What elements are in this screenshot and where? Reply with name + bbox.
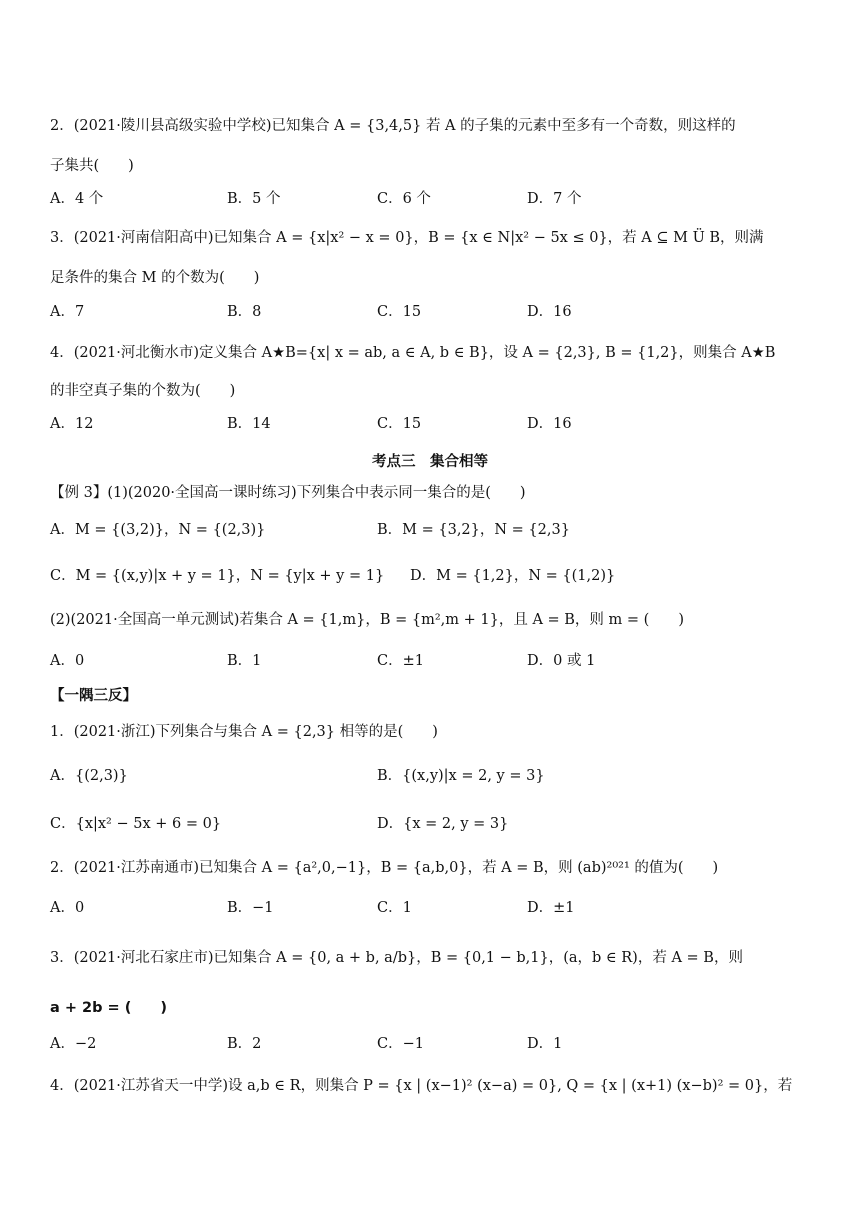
q4-stem-cont: 的非空真子集的个数为( ) [50, 383, 236, 399]
q2-option-c: C．6 个 [377, 191, 431, 207]
q3-stem: 3．(2021·河南信阳高中)已知集合 A = {x|x² − x = 0}，B = {x ∈ N|x² − 5x ≤ 0}，若 A ⊆ M Ü B，则满 [50, 230, 764, 246]
example3-part1: 【例 3】(1)(2020·全国高一课时练习)下列集合中表示同一集合的是( ) [50, 485, 526, 501]
q3-option-b: B．8 [227, 304, 262, 320]
p1-option-a: A．{(2,3)} [50, 768, 128, 784]
q2-stem: 2．(2021·陵川县高级实验中学校)已知集合 A = {3,4,5} 若 A 的子集的元素中至多有一个奇数，则这样的 [50, 118, 736, 134]
p3-stem: 3．(2021·河北石家庄市)已知集合 A = {0, a + b, a/b}，B = {0,1 − b,1}，(a，b ∈ R)，若 A = B，则 [50, 950, 743, 966]
p2-stem: 2．(2021·江苏南通市)已知集合 A = {a²,0,−1}，B = {a,b,0}，若 A = B，则 (ab)²⁰²¹ 的值为( ) [50, 860, 719, 876]
p1-option-c: C．{x|x² − 5x + 6 = 0} [50, 816, 222, 832]
example3-part2: (2)(2021·全国高一单元测试)若集合 A = {1,m}，B = {m²,m + 1}，且 A = B，则 m = ( ) [50, 612, 684, 628]
q4-option-a: A．12 [50, 416, 94, 432]
p2-option-a: A．0 [50, 900, 85, 916]
example3-part2-option-b: B．1 [227, 653, 262, 669]
q2-option-d: D．7 个 [527, 191, 582, 207]
p2-option-c: C．1 [377, 900, 412, 916]
p1-stem: 1．(2021·浙江)下列集合与集合 A = {2,3} 相等的是( ) [50, 724, 438, 740]
p1-option-b: B．{(x,y)|x = 2, y = 3} [377, 768, 545, 784]
example3-option-b: B．M = {3,2}，N = {2,3} [377, 522, 570, 538]
q2-stem-cont: 子集共( ) [50, 158, 134, 174]
p4-stem: 4．(2021·江苏省天一中学)设 a,b ∈ R，则集合 P = {x | (x−1)² (x−a) = 0}, Q = {x | (x+1) (x−b)² = 0}，若 [50, 1078, 793, 1094]
example3-option-d: D．M = {1,2}，N = {(1,2)} [410, 568, 616, 584]
example3-part2-option-a: A．0 [50, 653, 85, 669]
example3-part2-option-c: C．±1 [377, 653, 424, 669]
q3-option-a: A．7 [50, 304, 85, 320]
example3-option-c: C．M = {(x,y)|x + y = 1}，N = {y|x + y = 1} [50, 568, 385, 584]
q4-option-c: C．15 [377, 416, 422, 432]
q4-option-d: D．16 [527, 416, 572, 432]
p3-option-b: B．2 [227, 1036, 262, 1052]
example3-option-a: A．M = {(3,2)}，N = {(2,3)} [50, 522, 266, 538]
p3-stem-cont: a + 2b = ( ) [50, 1000, 167, 1016]
q4-stem: 4．(2021·河北衡水市)定义集合 A★B={x| x = ab, a ∈ A, b ∈ B}，设 A = {2,3}, B = {1,2}，则集合 A★B [50, 345, 776, 361]
p3-option-a: A．−2 [50, 1036, 97, 1052]
practice-title: 【一隅三反】 [50, 688, 137, 704]
q2-option-b: B．5 个 [227, 191, 281, 207]
p2-option-b: B．−1 [227, 900, 274, 916]
p2-option-d: D．±1 [527, 900, 575, 916]
p3-option-c: C．−1 [377, 1036, 424, 1052]
example3-part2-option-d: D．0 或 1 [527, 653, 596, 669]
q3-option-d: D．16 [527, 304, 572, 320]
p1-option-d: D．{x = 2, y = 3} [377, 816, 509, 832]
q4-option-b: B．14 [227, 416, 271, 432]
q3-stem-cont: 足条件的集合 M 的个数为( ) [50, 270, 260, 286]
q3-option-c: C．15 [377, 304, 422, 320]
section-title: 考点三 集合相等 [372, 454, 488, 470]
p3-option-d: D．1 [527, 1036, 563, 1052]
q2-option-a: A．4 个 [50, 191, 104, 207]
